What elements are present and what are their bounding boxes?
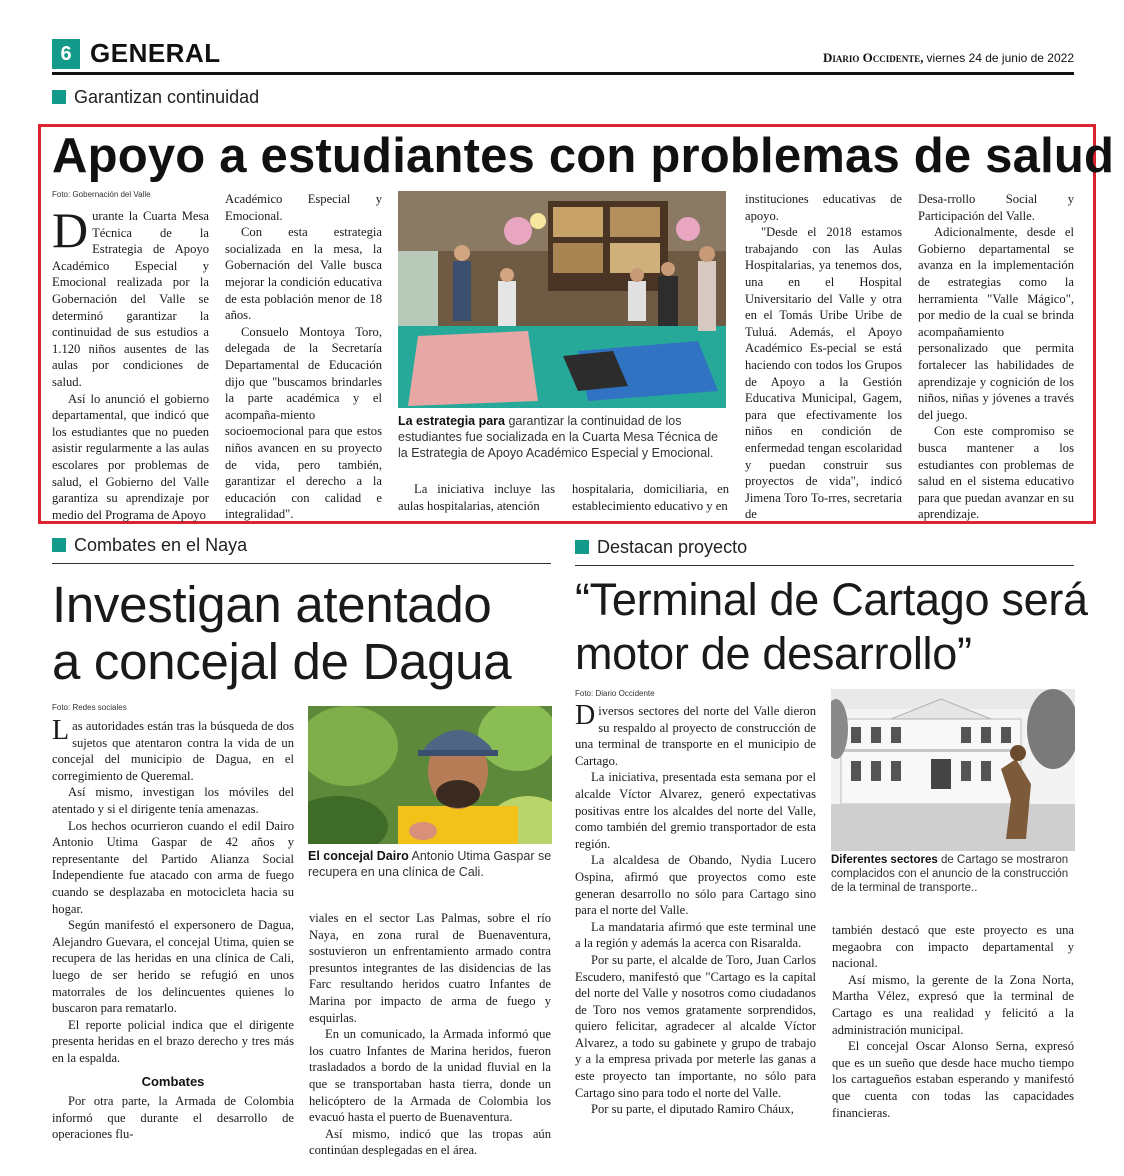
cartago-column-1 xyxy=(575,700,816,1118)
cartago-kicker xyxy=(575,537,747,558)
caption-lead: El concejal Dairo xyxy=(308,849,409,863)
paragraph: Por otra parte, la Armada de Colombia informó que durante el desarrollo de operaciones flu- xyxy=(52,1094,294,1142)
paragraph: En un comunicado, la Armada informó que los cuatro Infantes de Marina heridos, fueron trasladados a bordo de la unidad fluvial en la que se transportaban hasta tierra, donde un helicóptero de la Armada de Colombia los evacuó hasta el puerto de Buenaventura. xyxy=(309,1027,551,1125)
feature-dropcap: D xyxy=(52,202,89,258)
feature-column-5 xyxy=(918,191,1074,523)
feature-kicker xyxy=(52,87,259,108)
paragraph: Por su parte, el diputado Ramiro Cháux, xyxy=(591,1102,794,1117)
feature-photo-credit: Foto: Gobernación del Valle xyxy=(52,190,151,199)
kicker-square-icon xyxy=(52,538,66,552)
paragraph: Adicionalmente, desde el Gobierno departamental se avanza en la implementación de estrategias como la herramienta "Valle Mágico", por medio de la cual se brinda acompañamiento personalizado que permita fortalecer las habilidades de aprendizaje y cognición de los niños, niñas y jóvenes a través del juego. xyxy=(918,225,1074,422)
caption-text: de Cartago se mostraron complacidos con el anuncio de la construcción de la terminal de transporte.. xyxy=(831,854,1069,894)
paragraph: Así lo anunció el gobierno departamental, que indicó que los estudiantes que no pueden asistir regularmente a las aulas escolares por problemas de salud, el Gobierno del Valle garantiza su aprendizaje por medio del Programa de Apoyo xyxy=(52,391,209,522)
paragraph: también destacó que este proyecto es una megaobra con impacto departamental y nacional. xyxy=(832,923,1074,971)
feature-headline: Apoyo a estudiantes con problemas de salud xyxy=(52,129,1115,183)
naya-column-1b xyxy=(52,1093,294,1143)
paragraph: Con este compromiso se busca mantener a los estudiantes con problemas de salud en el sistema educativo para que puedan avanzar en su aprendizaje. xyxy=(918,424,1074,522)
naya-rule xyxy=(52,563,551,564)
naya-photo-caption xyxy=(308,848,554,880)
paragraph: Los hechos ocurrieron cuando el edil Dairo Antonio Utima Gaspar de 42 años y representante del Partido Alianza Social Independiente fue atacado con arma de fuego cuando se desplazaba en motocicleta hacia su hogar. xyxy=(52,818,294,916)
paragraph: as autoridades están tras la búsqueda de dos sujetos que atentaron contra la vida de un concejal del municipio de Dagua, en el corregimiento de Queremal. xyxy=(52,719,294,783)
naya-headline xyxy=(52,576,511,690)
caption-lead: Diferentes sectores xyxy=(831,854,938,866)
caption-lead: La estrategia para xyxy=(398,414,505,428)
headline-line: Investigan atentado xyxy=(52,576,492,633)
paragraph: viales en el sector Las Palmas, sobre el río Naya, en zona rural de Buenaventura, sostuvieron un enfrentamiento armado contra presuntos integrantes de las disidencias de las Farc resultando heridos cuatro Infantes de Marina por impacto de arma de fuego y esquirlas. xyxy=(309,911,551,1025)
caption-text: Antonio Utima Gaspar se recupera en una clínica de Cali. xyxy=(308,849,552,879)
classroom-photo xyxy=(398,191,726,408)
paragraph: "Desde el 2018 estamos trabajando con las Aulas Hospitalarias, ya tenemos dos, una en el Hospital Universitario del Valle y otra en el Tomás Uribe Uribe de Tuluá. Además, el Apoyo Académico Es-pecial se está haciendo con todos los Grupos de Apoyo a la Gestión Educativa Municipal, Gagem, para que efectivamente los niños en condición de enfermedad tengan escolaridad y puedan construir sus proyectos de vida", indicó Jimena Toro To-rres, secretaria de xyxy=(745,225,902,522)
feature-column-3a xyxy=(398,481,555,514)
header-rule xyxy=(52,72,1074,75)
feature-column-3b xyxy=(572,481,729,514)
kicker-square-icon xyxy=(575,540,589,554)
paragraph: urante la Cuarta Mesa Técnica de la Estrategia de Apoyo Académico Especial y Emocional realizada por la Gobernación del Valle se determinó garantizar la continuidad de sus estudios a 1.120 niños ausentes de las aulas por condiciones de salud. xyxy=(52,209,209,389)
page-number: 6 xyxy=(52,39,80,69)
paragraph: Consuelo Montoya Toro, delegada de la Secretaría Departamental de Educación dijo que "buscamos brindarles la parte académica y el acompaña-miento socioemocional para que estos niños avancen en su proyecto de vida, pero también, garantizar el derecho a la educación con calidad e integralidad". xyxy=(225,324,382,522)
headline-line: motor de desarrollo” xyxy=(575,628,972,679)
naya-dropcap: L xyxy=(52,715,70,746)
paragraph: Según manifestó el expersonero de Dagua, Alejandro Guevara, el concejal Utima, quien se recupera de las heridas en una clínica de Cali, luego de ser herido se refugió en unos matorrales de los delincuentes quienes lo buscaron para rematarlo. xyxy=(52,918,294,1016)
naya-subhead: Combates xyxy=(141,1074,205,1089)
naya-column-2 xyxy=(309,910,551,1159)
paragraph: iversos sectores del norte del Valle dieron su respaldo al proyecto de construcción de una terminal de transporte en el municipio de Cartago. xyxy=(575,704,816,768)
cartago-kicker-text: Destacan proyecto xyxy=(597,537,748,557)
paragraph: La mandataria afirmó que este terminal une a la región y además la acerca con Risaralda. xyxy=(575,919,816,951)
paragraph: Así mismo, investigan los móviles del atentado y si el dirigente tenía amenazas. xyxy=(52,785,294,816)
feature-photo-caption xyxy=(398,413,728,461)
naya-kicker-text: Combates en el Naya xyxy=(74,535,248,555)
feature-column-1 xyxy=(52,202,209,523)
paragraph: La iniciativa incluye las aulas hospitalarias, atención xyxy=(398,482,555,513)
building-photo xyxy=(831,689,1075,851)
paragraph: Académico Especial y Emocional. xyxy=(225,192,382,223)
issue-date: viernes 24 de junio de 2022 xyxy=(926,51,1074,65)
naya-kicker xyxy=(52,535,247,556)
paragraph: instituciones educativas de apoyo. xyxy=(745,192,902,223)
paragraph: Así mismo, indicó que las tropas aún continúan desplegadas en el área. xyxy=(309,1126,551,1158)
naya-photo-credit: Foto: Redes sociales xyxy=(52,703,127,712)
feature-column-4 xyxy=(745,191,902,523)
paragraph: El reporte policial indica que el dirigente presenta heridas en el brazo derecho y tres más en la espalda. xyxy=(52,1017,294,1065)
cartago-rule xyxy=(575,565,1074,566)
cartago-photo-credit: Foto: Diario Occidente xyxy=(575,689,655,698)
feature-column-2 xyxy=(225,191,382,523)
caption-text: garantizar la continuidad de los estudiantes fue socializada en la Cuarta Mesa Técnica de la Estrategia de Apoyo Académico Especial y Emocional. xyxy=(398,414,719,460)
paragraph: Desa-rrollo Social y Participación del Valle. xyxy=(918,192,1074,223)
councilman-photo xyxy=(308,706,552,844)
feature-kicker-text: Garantizan continuidad xyxy=(74,87,260,107)
paragraph: La alcaldesa de Obando, Nydia Lucero Ospina, afirmó que proyectos como este generan desarrollo no sólo para Cartago sino para el norte del Valle. xyxy=(575,853,816,918)
headline-line: a concejal de Dagua xyxy=(52,633,512,690)
paragraph: Por su parte, el alcalde de Toro, Juan Carlos Escudero, manifestó que "Cartago es la capital del norte del Valle y nosotros como ciudadanos de Toro nos vemos gratamente sorprendidos, quiero felicitar, agradecer al alcalde Víctor Alvarez, a todo su gabinete y grupo de trabajo y a la empresa privada por meterle las ganas a este proyecto tan importante, no sólo para Cartago sino para todo el norte del Valle. xyxy=(575,952,816,1100)
cartago-headline xyxy=(575,573,1088,681)
newspaper-name: Diario Occidente, xyxy=(823,50,924,65)
paragraph: Con esta estrategia socializada en la mesa, la Gobernación del Valle busca mejorar la condición educativa de esta población menor de 18 años. xyxy=(225,225,382,323)
headline-line: “Terminal de Cartago será xyxy=(575,574,1088,625)
section-title: GENERAL xyxy=(90,38,221,68)
masthead xyxy=(823,50,1074,66)
cartago-photo-caption xyxy=(831,853,1077,895)
cartago-dropcap: D xyxy=(575,700,596,731)
paragraph: La iniciativa, presentada esta semana por el alcalde Víctor Alvarez, generó expectativas positivas entre los alcaldes del norte del Valle, como también del gremio transportador de esta región. xyxy=(575,770,816,851)
cartago-column-2 xyxy=(832,922,1074,1121)
paragraph: Así mismo, la gerente de la Zona Norta, Martha Vélez, expresó que la terminal de Cartago es una realidad y felicitó a la administración municipal. xyxy=(832,972,1074,1037)
kicker-square-icon xyxy=(52,90,66,104)
paragraph: hospitalaria, domiciliaria, en establecimiento educativo y en xyxy=(572,482,729,513)
paragraph: El concejal Oscar Alonso Serna, expresó que es un sueño que desde hace mucho tiempo los cartagueños estaban esperando y manifestó que cuenta con todas las capacidades financieras. xyxy=(832,1039,1074,1120)
naya-column-1 xyxy=(52,715,294,1066)
